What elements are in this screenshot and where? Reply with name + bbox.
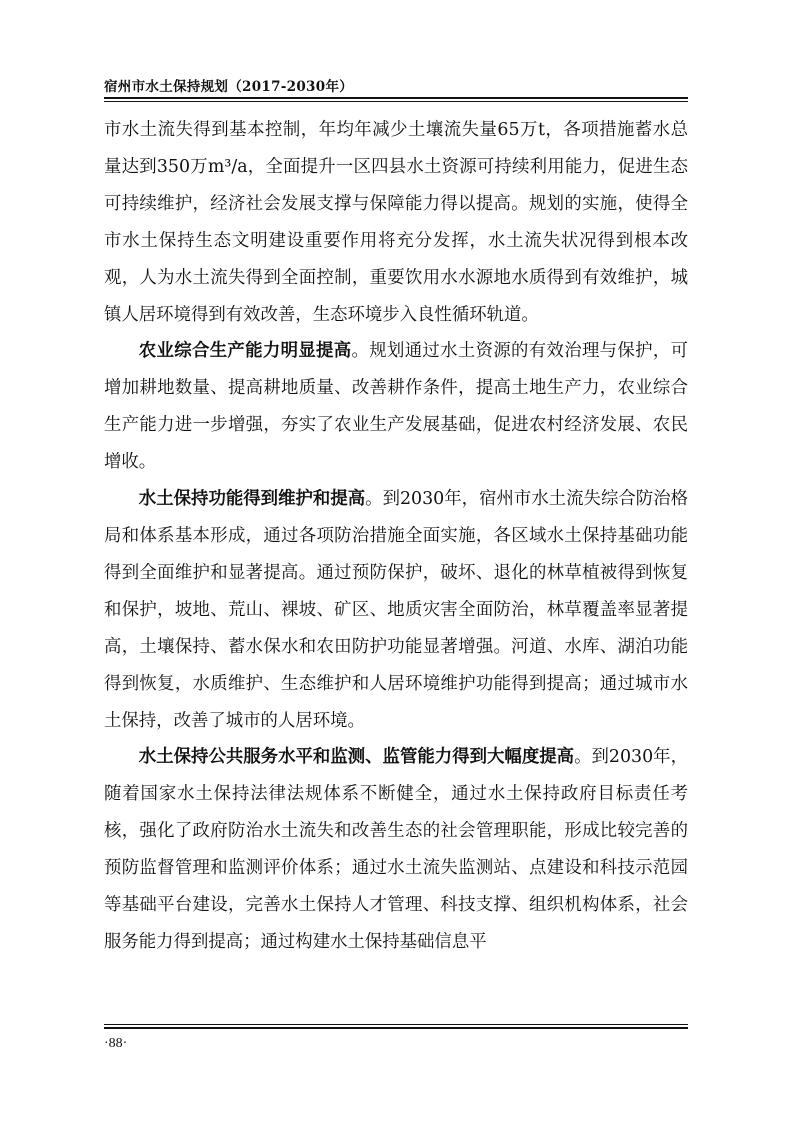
footer-rule-thick [104,1027,688,1029]
paragraph-text: 市水土流失得到基本控制，年均年减少土壤流失量65万t，各项措施蓄水总量达到350万m³/a，全面提升一区四县水土资源可持续利用能力，促进生态可持续维护，经济社会发展支撑与保障能力得以提高。规划的实施，使得全市水土保持生态文明建设重要作用将充分发挥，水土流失状况得到根本改观，人为水土流失得到全面控制，重要饮用水水源地水质得到有效维护，城镇人居环境得到有效改善，生态环境步入良性循环轨道。 [104,120,688,325]
paragraph-lead: 水土保持公共服务水平和监测、监管能力得到大幅度提高 [138,747,575,768]
header-title: 宿州市水土保持规划（2017-2030年） [104,79,354,95]
paragraph-lead: 水土保持功能得到维护和提高 [138,489,366,510]
header-rule-thin [104,101,688,102]
paragraph-agriculture [104,333,688,481]
paragraph-text: 。到2030年，随着国家水土保持法律法规体系不断健全，通过水土保持政府目标责任考核，强化了政府防治水土流失和改善生态的社会管理职能，形成比较完善的预防监督管理和监测评价体系；通过水土流失监测站、点建设和科技示范园等基础平台建设，完善水土保持人才管理、科技支撑、组织机构体系，社会服务能力得到提高；通过构建水土保持基础信息平 [104,747,688,952]
paragraph-text: 。规划通过水土资源的有效治理与保护，可增加耕地数量、提高耕地质量、改善耕作条件，提高土地生产力，农业综合生产能力进一步增强，夯实了农业生产发展基础，促进农村经济发展、农民增收。 [104,341,688,473]
page-header [104,73,688,99]
paragraph-continuation [104,112,688,333]
body-text [104,112,688,961]
footer-rule-thin [104,1024,688,1025]
page-number: ·88· [104,1036,128,1051]
header-rule-thick [104,97,688,99]
paragraph-public-service [104,739,688,960]
paragraph-lead: 农业综合生产能力明显提高 [138,341,352,362]
paragraph-text: 。到2030年，宿州市水土流失综合防治格局和体系基本形成，通过各项防治措施全面实施，各区域水土保持基础功能得到全面维护和显著提高。通过预防保护，破坏、退化的林草植被得到恢复和保护，坡地、荒山、裸坡、矿区、地质灾害全面防治，林草覆盖率显著提高，土壤保持、蓄水保水和农田防护功能显著增强。河道、水库、湖泊功能得到恢复，水质维护、生态维护和人居环境维护功能得到提高；通过城市水土保持，改善了城市的人居环境。 [104,489,688,731]
page-footer [104,1024,688,1064]
paragraph-conservation-function [104,481,688,739]
